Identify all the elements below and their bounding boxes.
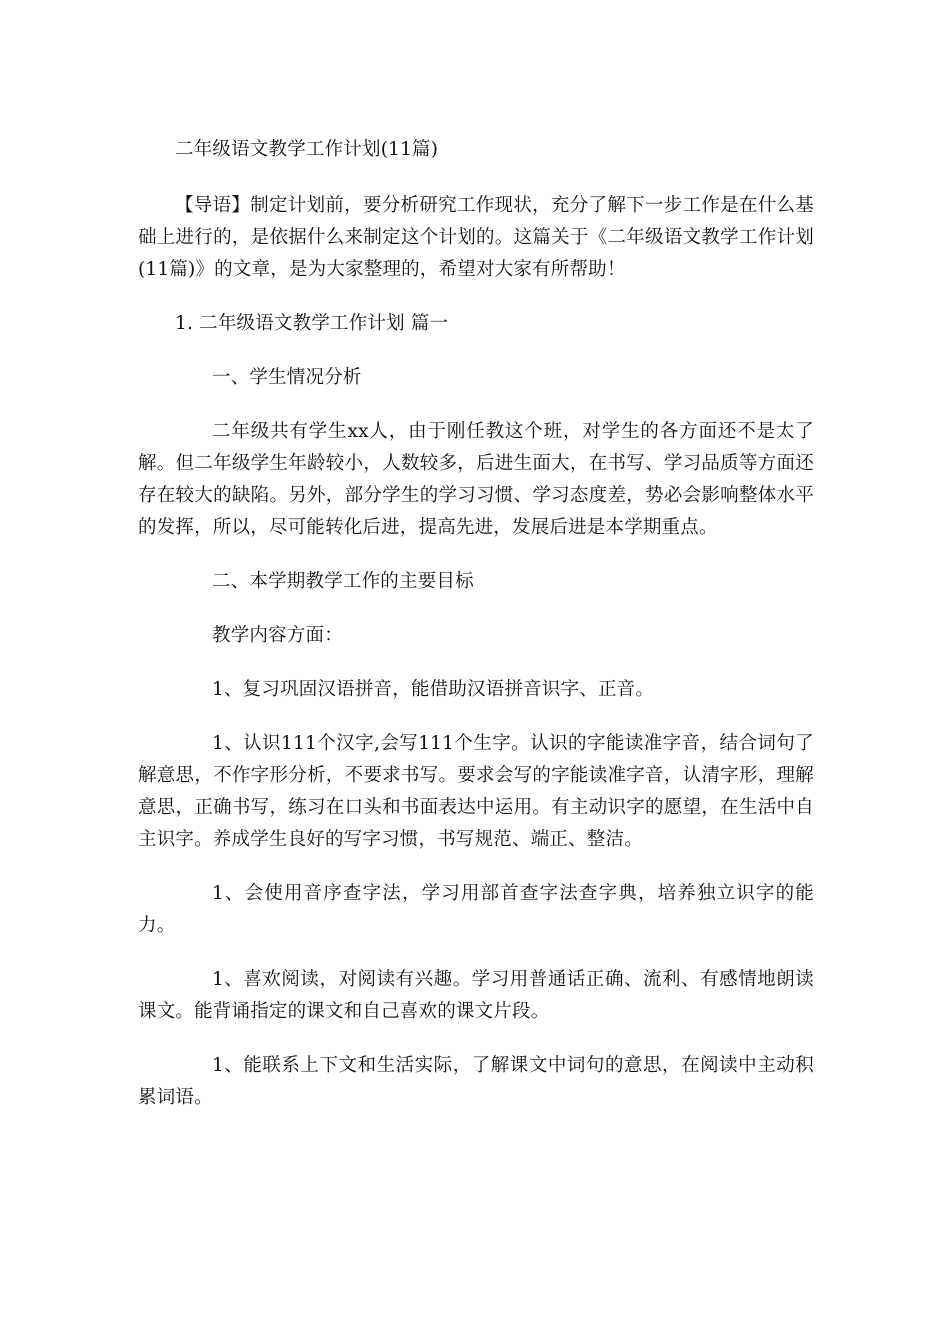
content-heading: 教学内容方面： <box>212 625 343 646</box>
document-title: 二年级语文教学工作计划(11篇) <box>175 139 439 160</box>
part-2-heading: 二、本学期教学工作的主要目标 <box>212 571 474 592</box>
document-content <box>138 134 814 1136</box>
list-item: 1、能联系上下文和生活实际，了解课文中词句的意思，在阅读中主动积累词语。 <box>138 1055 814 1108</box>
intro-paragraph: 【导语】制定计划前，要分析研究工作现状，充分了解下一步工作是在什么基础上进行的，是依据什么来制定这个计划的。这篇关于《二年级语文教学工作计划(11篇)》的文章，是为大家整理的，希望对大家有所帮助！ <box>138 195 814 280</box>
list-item: 1、认识111个汉字,会写111个生字。认识的字能读准字音，结合词句了解意思，不作字形分析，不要求书写。要求会写的字能读准字音，认清字形，理解意思，正确书写，练习在口头和书面表达中运用。有主动识字的愿望，在生活中自主识字。养成学生良好的写字习惯，书写规范、端正、整洁。 <box>138 733 814 850</box>
part-1-body: 二年级共有学生xx人，由于刚任教这个班，对学生的各方面还不是太了解。但二年级学生年龄较小，人数较多，后进生面大，在书写、学习品质等方面还存在较大的缺陷。另外，部分学生的学习习惯、学习态度差，势必会影响整体水平的发挥，所以，尽可能转化后进，提高先进，发展后进是本学期重点。 <box>138 421 814 538</box>
part-1-heading: 一、学生情况分析 <box>212 367 362 388</box>
section-heading: 1. 二年级语文教学工作计划 篇一 <box>175 313 449 334</box>
list-item: 1、喜欢阅读，对阅读有兴趣。学习用普通话正确、流利、有感情地朗读课文。能背诵指定的课文和自己喜欢的课文片段。 <box>138 969 814 1022</box>
list-item: 1、会使用音序查字法，学习用部首查字法查字典，培养独立识字的能力。 <box>138 883 814 936</box>
list-item: 1、复习巩固汉语拼音，能借助汉语拼音识字、正音。 <box>212 679 655 700</box>
